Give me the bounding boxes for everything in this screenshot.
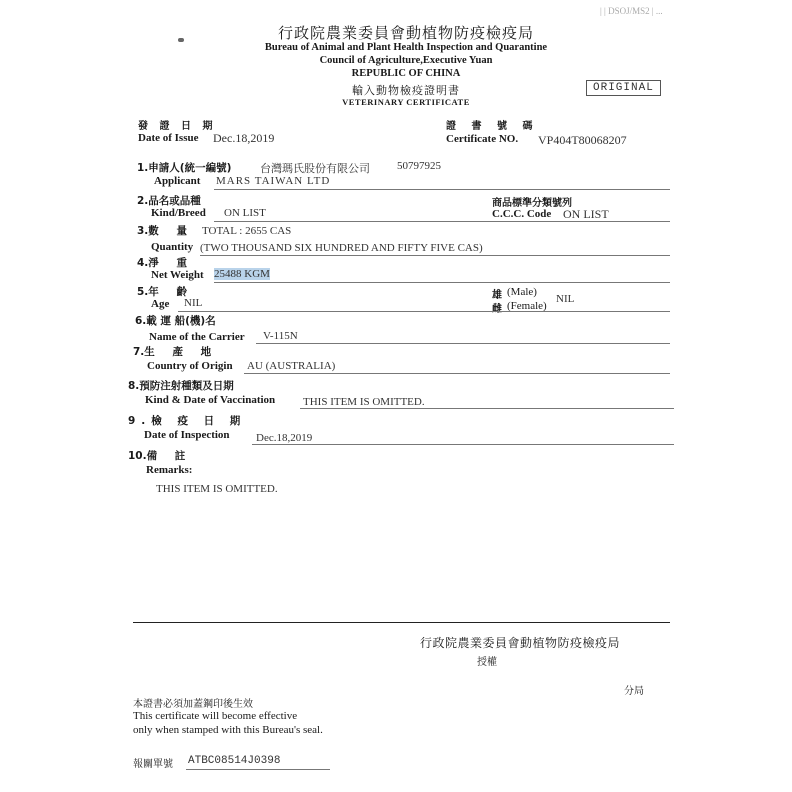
weight-label: Net Weight xyxy=(151,269,204,281)
carrier-label: Name of the Carrier xyxy=(149,331,245,343)
applicant-name-zh: 台灣瑪氏股份有限公司 xyxy=(260,162,370,175)
kind-label: Kind/Breed xyxy=(151,207,206,219)
vaccination-value: THIS ITEM IS OMITTED. xyxy=(303,396,425,408)
weight-label-zh: 4.淨 重 xyxy=(137,257,187,269)
footer-bureau-zh: 行政院農業委員會動植物防疫檢疫局 xyxy=(420,636,621,650)
cert-no-value: VP404T80068207 xyxy=(538,133,627,147)
corner-scribble: | | DSOJ/MS2 | ... xyxy=(600,6,663,16)
customs-no-label-zh: 報關單號 xyxy=(133,759,173,770)
male-label: (Male) xyxy=(507,286,537,298)
ccc-label: C.C.C. Code xyxy=(492,208,552,220)
applicant-rule xyxy=(214,189,670,190)
quantity-total: TOTAL : 2655 CAS xyxy=(202,225,292,237)
origin-label: Country of Origin xyxy=(147,360,233,372)
council-name: Council of Agriculture,Executive Yuan xyxy=(319,55,493,66)
kind-label-zh: 2.品名或品種 xyxy=(137,195,201,207)
seal-note-en-1: This certificate will become effective xyxy=(133,710,298,722)
bureau-name-zh: 行政院農業委員會動植物防疫檢疫局 xyxy=(277,24,534,42)
footer-divider xyxy=(133,622,670,623)
inspection-rule xyxy=(252,444,674,445)
origin-label-zh: 7.生 產 地 xyxy=(133,346,212,358)
vaccination-label-zh: 8.預防注射種類及日期 xyxy=(128,380,234,392)
footer-branch-zh: 分局 xyxy=(624,686,644,697)
remarks-label-zh: 10.備 註 xyxy=(128,450,186,462)
applicant-label-zh: 1.申請人(統一編號) xyxy=(137,162,232,174)
inspection-label-zh: 9.檢 疫 日 期 xyxy=(128,415,247,427)
doc-title-zh: 輸入動物檢疫證明書 xyxy=(352,84,460,97)
customs-no-value: ATBC08514J0398 xyxy=(188,755,281,767)
original-stamp: ORIGINAL xyxy=(586,80,661,96)
issue-date-label: Date of Issue xyxy=(138,132,199,144)
applicant-label: Applicant xyxy=(154,175,201,187)
seal-note-zh: 本證書必須加蓋鋼印後生效 xyxy=(133,699,253,710)
republic-name: REPUBLIC OF CHINA xyxy=(351,68,461,79)
inspection-value: Dec.18,2019 xyxy=(256,432,313,444)
age-value: NIL xyxy=(184,297,203,309)
origin-rule xyxy=(244,373,670,374)
issue-date-value: Dec.18,2019 xyxy=(213,131,275,145)
issue-date-label-zh: 發 證 日 期 xyxy=(138,121,217,132)
quantity-label-zh: 3.數 量 xyxy=(137,225,187,237)
ccc-value: ON LIST xyxy=(563,207,609,221)
seal-note-en-2: only when stamped with this Bureau's seal. xyxy=(133,724,323,736)
inspection-label: Date of Inspection xyxy=(144,429,230,441)
weight-value: 25488 KGM xyxy=(214,268,270,280)
carrier-value: V-115N xyxy=(263,330,298,342)
origin-value: AU (AUSTRALIA) xyxy=(247,360,336,372)
ink-speck xyxy=(178,38,184,42)
cert-no-label-zh: 證 書 號 碼 xyxy=(446,121,539,132)
applicant-value: MARS TAIWAN LTD xyxy=(216,175,331,187)
doc-title-en: VETERINARY CERTIFICATE xyxy=(342,97,470,107)
cert-no-label: Certificate NO. xyxy=(446,133,519,145)
kind-rule xyxy=(214,221,670,222)
remarks-label: Remarks: xyxy=(146,464,193,476)
customs-no-rule xyxy=(186,769,330,770)
vaccination-label: Kind & Date of Vaccination xyxy=(145,394,276,406)
applicant-tax-id: 50797925 xyxy=(397,160,441,172)
quantity-rule xyxy=(200,255,670,256)
bureau-name-en: Bureau of Animal and Plant Health Inspection and Quarantine xyxy=(264,42,548,53)
quantity-words: (TWO THOUSAND SIX HUNDRED AND FIFTY FIVE CAS) xyxy=(200,242,483,254)
carrier-rule xyxy=(256,343,670,344)
male-label-zh: 雄 xyxy=(492,290,502,301)
sex-value: NIL xyxy=(556,293,575,305)
weight-rule xyxy=(214,282,670,283)
footer-authorized-zh: 授權 xyxy=(477,657,497,668)
quantity-label: Quantity xyxy=(151,241,194,253)
kind-value: ON LIST xyxy=(224,207,266,219)
female-label-zh: 雌 xyxy=(492,304,502,315)
vaccination-rule xyxy=(300,408,674,409)
age-rule xyxy=(178,311,670,312)
female-label: (Female) xyxy=(507,300,547,312)
ccc-label-zh: 商品標準分類號列 xyxy=(492,198,572,209)
carrier-label-zh: 6.載 運 船(機)名 xyxy=(135,315,216,327)
remarks-value: THIS ITEM IS OMITTED. xyxy=(156,483,278,495)
age-label-zh: 5.年 齡 xyxy=(137,286,187,298)
age-label: Age xyxy=(151,298,170,310)
